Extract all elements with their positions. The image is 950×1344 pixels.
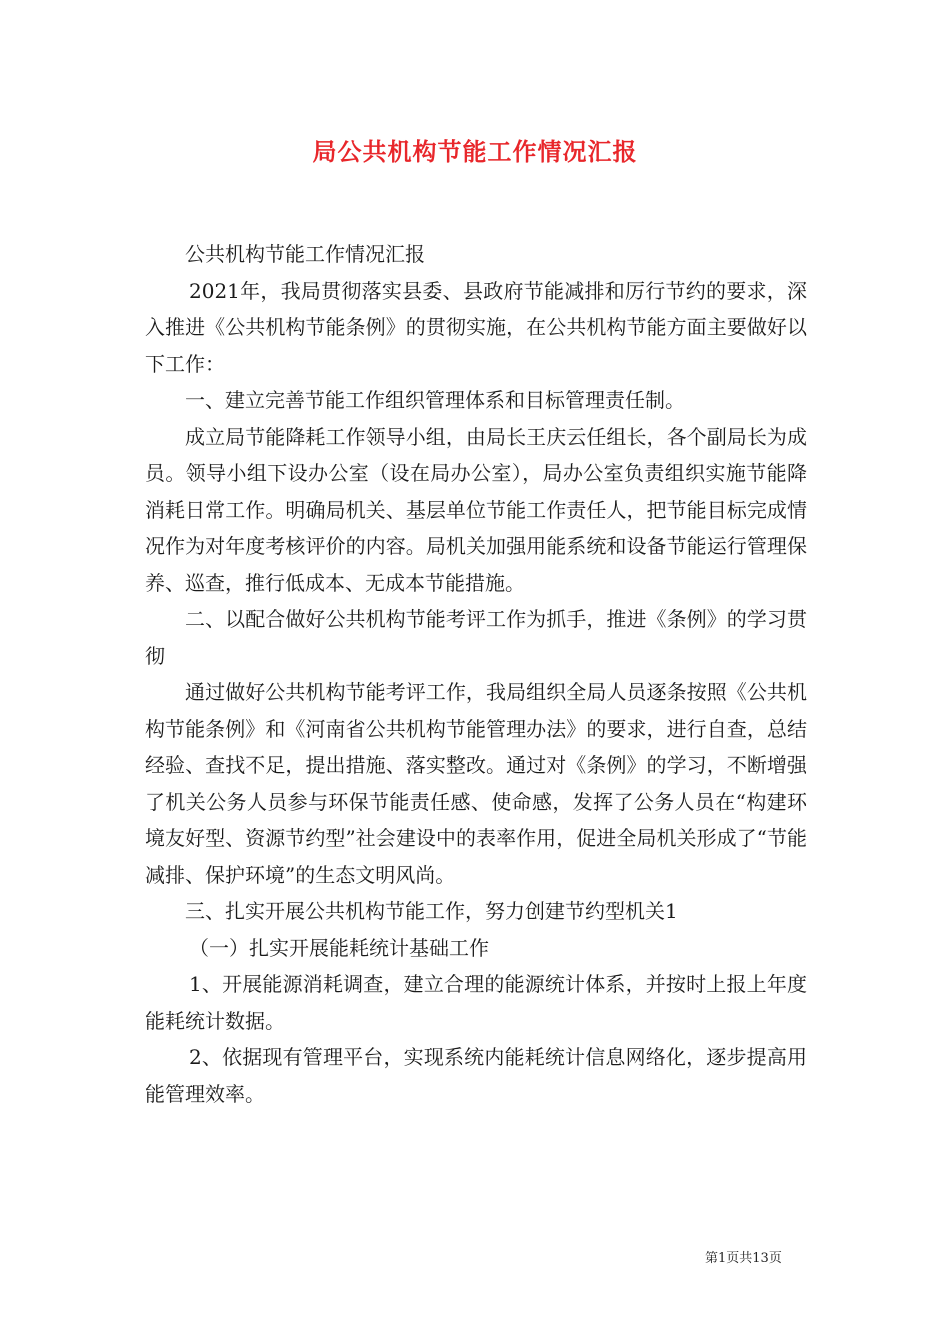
paragraph-item-1: 1、开展能源消耗调查，建立合理的能源统计体系，并按时上报上年度能耗统计数据。 [145, 972, 807, 1033]
document-title: 局公共机构节能工作情况汇报 [312, 137, 638, 166]
paragraph-heading-1: 一、建立完善节能工作组织管理体系和目标管理责任制。 [185, 388, 685, 412]
paragraph-subtitle: 公共机构节能工作情况汇报 [185, 242, 425, 266]
paragraph-intro: 2021年，我局贯彻落实县委、县政府节能减排和厉行节约的要求，深入推进《公共机构节能条例》的贯彻实施，在公共机构节能方面主要做好以下工作： [145, 278, 807, 376]
page-number: 第1页共13页 [705, 1251, 782, 1266]
paragraph-body-1: 成立局节能降耗工作领导小组，由局长王庆云任组长，各个副局长为成员。领导小组下设办公室（设在局办公室），局办公室负责组织实施节能降消耗日常工作。明确局机关、基层单位节能工作责任人，把节能目标完成情况作为对年度考核评价的内容。局机关加强用能系统和设备节能运行管理保养、巡查，推行低成本、无成本节能措施。 [145, 424, 807, 595]
paragraph-heading-3: 三、扎实开展公共机构节能工作，努力创建节约型机关1 [185, 899, 678, 923]
paragraph-item-2: 2、依据现有管理平台，实现系统内能耗统计信息网络化，逐步提高用能管理效率。 [145, 1045, 807, 1106]
paragraph-subheading-1: （一）扎实开展能耗统计基础工作 [189, 935, 489, 960]
paragraph-body-2: 通过做好公共机构节能考评工作，我局组织全局人员逐条按照《公共机构节能条例》和《河南省公共机构节能管理办法》的要求，进行自查，总结经验、查找不足，提出措施、落实整改。通过对《条例》的学习，不断增强了机关公务人员参与环保节能责任感、使命感，发挥了公务人员在“构建环境友好型、资源节约型”社会建设中的表率作用，促进全局机关形成了“节能减排、保护环境”的生态文明风尚。 [145, 680, 807, 887]
paragraph-heading-2: 二、以配合做好公共机构节能考评工作为抓手，推进《条例》的学习贯彻 [145, 607, 807, 668]
document-body [145, 236, 807, 1112]
